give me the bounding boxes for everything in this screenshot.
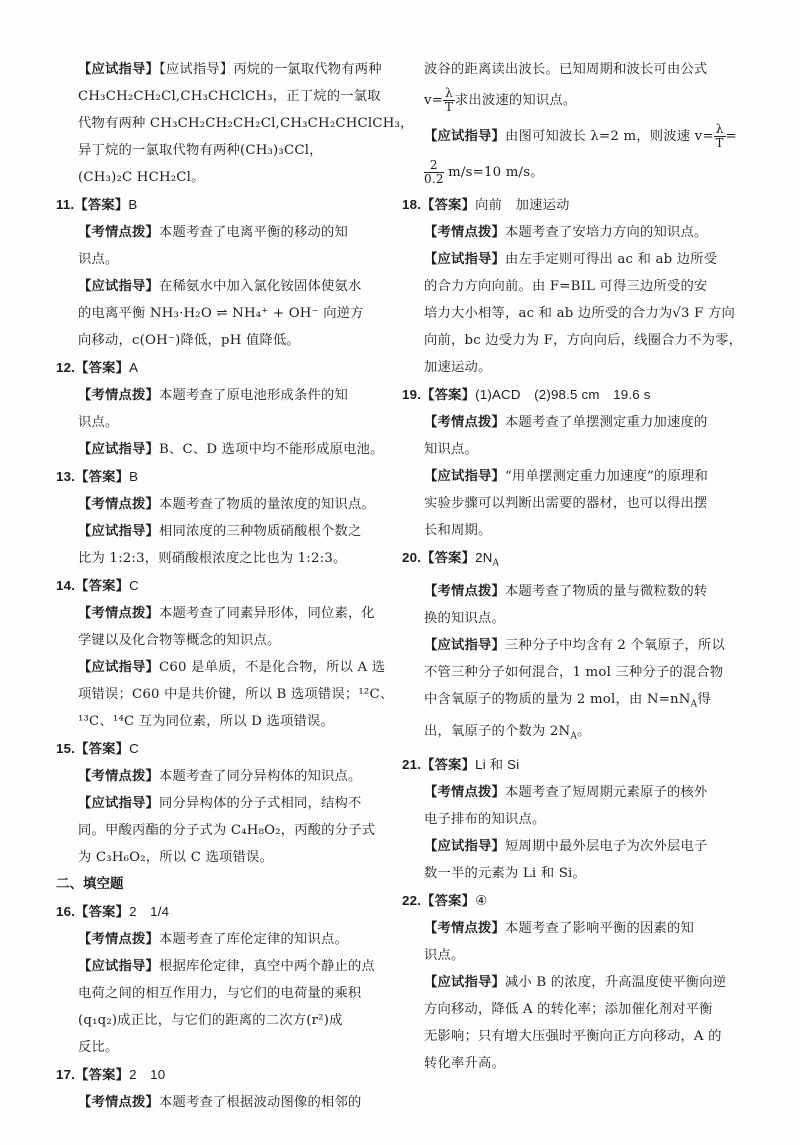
text: 得 — [697, 691, 711, 707]
question-11 — [56, 191, 396, 354]
answer-tag: 【答案】 — [75, 742, 130, 757]
text-line — [56, 926, 396, 953]
text-line: 实验步骤可以判断出需要的器材，也可以得出摆 — [424, 496, 708, 511]
answer-line — [402, 381, 746, 409]
answer-line — [56, 735, 396, 763]
guidance-tag: 【应试指导】 — [424, 252, 505, 267]
text-line: 识点。 — [78, 252, 119, 267]
answer-line — [56, 191, 396, 219]
text: v= — [424, 93, 444, 108]
text: 本题考查了物质的量浓度的知识点。 — [158, 497, 375, 512]
answer-tag: 【答案】 — [75, 361, 130, 376]
right-column — [402, 56, 746, 1077]
text-line: 电荷之间的相互作用力，与它们的电荷量的乘积 — [78, 986, 362, 1001]
question-18 — [402, 191, 746, 381]
q10-guidance — [56, 56, 414, 191]
question-number: 14. — [56, 578, 76, 593]
guidance-tag: 【应试指导】 — [424, 469, 505, 484]
answer-tag: 【答案】 — [421, 551, 476, 566]
text: 本题考查了原电池形成条件的知 — [158, 388, 348, 403]
text-line: 比为 1:2:3，则硝酸根浓度之比也为 1:2:3。 — [78, 551, 347, 566]
answer-value: B — [128, 197, 138, 212]
question-20 — [402, 544, 746, 751]
text: 本题考查了安培力方向的知识点。 — [504, 225, 708, 240]
guidance-tag: 【应试指导】 — [78, 524, 159, 539]
guidance-tag: 【应试指导】 — [78, 959, 159, 974]
denominator: T — [444, 100, 454, 114]
answer-value: A — [129, 360, 139, 375]
question-17-continued — [424, 56, 746, 191]
text-line — [424, 718, 746, 751]
text-line: 知识点。 — [424, 442, 478, 457]
text: 同分异构体的分子式相同，结构不 — [158, 796, 362, 811]
analysis-tag: 【考情点拨】 — [78, 225, 159, 240]
text-line — [424, 578, 746, 605]
text-line: 识点。 — [424, 947, 465, 963]
text-line: 无影响；只有增大压强时平衡向正方向移动，A 的 — [424, 1028, 722, 1044]
text-line — [56, 953, 396, 980]
analysis-tag: 【考情点拨】 — [78, 388, 159, 403]
answer-tag: 【答案】 — [75, 470, 130, 485]
question-15 — [56, 735, 396, 871]
formula-line — [424, 83, 746, 119]
text-line: 不管三种分子如何混合，1 mol 三种分子的混合物 — [424, 664, 724, 680]
answer-line — [402, 887, 746, 915]
text-line — [56, 56, 396, 83]
text: 本题考查了影响平衡的因素的知 — [504, 920, 694, 936]
numerator: 2 — [424, 159, 444, 173]
text-line: 电子排布的知识点。 — [424, 811, 546, 827]
text-line — [424, 969, 746, 996]
text-line: 代物有两种 CH₃CH₂CH₂CH₂Cl,CH₃CH₂CHClCH₃， — [78, 116, 414, 131]
text: C60 是单质，不是化合物，所以 A 选 — [158, 660, 386, 675]
answer-tag: 【答案】 — [421, 198, 476, 213]
question-number: 20. — [402, 550, 422, 565]
text: 本题考查了根据波动图像的相邻的 — [158, 1095, 362, 1110]
analysis-tag: 【考情点拨】 — [424, 920, 505, 936]
question-number: 22. — [402, 892, 422, 908]
answer-value: 2 10 — [129, 1067, 166, 1082]
question-12 — [56, 354, 396, 463]
text-line: 培力大小相等，ac 和 ab 边所受的合力为√3 F 方向 — [424, 306, 735, 321]
analysis-tag: 【考情点拨】 — [78, 1095, 159, 1110]
text-line — [56, 763, 396, 790]
text: 。 — [577, 724, 591, 740]
text: 出，氧原子的个数为 2N — [424, 724, 571, 740]
answer-line — [402, 544, 746, 578]
text: 减小 B 的浓度，升高温度使平衡向逆 — [504, 974, 727, 990]
answer-line — [56, 354, 396, 382]
text: 本题考查了单摆测定重力加速度的 — [504, 415, 708, 430]
question-number: 18. — [402, 197, 422, 212]
text-line — [424, 632, 746, 659]
text: m/s=10 m/s。 — [448, 165, 544, 180]
guidance-tag: 【应试指导】 — [78, 279, 159, 294]
answer-value: (1)ACD (2)98.5 cm 19.6 s — [475, 387, 651, 402]
analysis-tag: 【考情点拨】 — [78, 769, 159, 784]
text: 本题考查了电离平衡的移动的知 — [158, 225, 348, 240]
text: 在稀氨水中加入氯化铵固体使氨水 — [158, 279, 362, 294]
text: 本题考查了同分异构体的知识点。 — [158, 769, 362, 784]
analysis-tag: 【考情点拨】 — [424, 225, 505, 240]
answer-tag: 【答案】 — [421, 388, 476, 403]
answer-value: 2 1/4 — [129, 904, 170, 919]
text: 相同浓度的三种物质硝酸根个数之 — [158, 524, 362, 539]
text-line — [424, 219, 746, 246]
text-line — [424, 779, 746, 806]
answer-line — [402, 191, 746, 219]
text: 本题考查了短周期元素原子的核外 — [504, 784, 708, 800]
text-line — [56, 273, 396, 300]
answer-line — [402, 751, 746, 779]
text-line: 同。甲酸丙酯的分子式为 C₄H₈O₂，丙酸的分子式 — [78, 823, 376, 838]
text-line: 项错误；C60 中是共价键，所以 B 选项错误；¹²C、 — [78, 687, 394, 702]
text-line — [424, 915, 746, 942]
text: 中含氧原子的物质的量为 2 mol，由 N=nN — [424, 691, 691, 707]
question-14 — [56, 572, 396, 735]
answer-value: 2N — [475, 550, 493, 565]
text-line: 异丁烷的一氯取代物有两种(CH₃)₃CCl， — [78, 143, 323, 158]
text: 三种分子中均含有 2 个氧原子，所以 — [504, 637, 725, 653]
answer-value: C — [129, 741, 139, 756]
text-line: 长和周期。 — [424, 523, 492, 538]
answer-line — [56, 1061, 396, 1089]
text-line — [56, 491, 396, 518]
text: 【应试指导】丙烷的一氯取代物有两种 — [158, 62, 382, 77]
question-number: 17. — [56, 1067, 76, 1082]
text-line — [56, 790, 396, 817]
question-19 — [402, 381, 746, 544]
answer-line — [56, 898, 396, 926]
text-line: 向前，bc 边受力为 F，方向向后，线圈合力不为零， — [424, 333, 743, 348]
answer-line — [56, 572, 396, 600]
question-number: 21. — [402, 756, 422, 772]
text-line — [424, 463, 746, 490]
text-line: 换的知识点。 — [424, 610, 505, 626]
text-line: 波谷的距离读出波长。已知周期和波长可由公式 — [424, 62, 708, 77]
text: “用单摆测定重力加速度”的原理和 — [504, 469, 708, 484]
answer-tag: 【答案】 — [421, 757, 476, 773]
answer-line — [56, 463, 396, 491]
text-line: 向移动，c(OH⁻)降低，pH 值降低。 — [78, 333, 300, 348]
guidance-tag: 【应试指导】 — [78, 660, 159, 675]
question-number: 16. — [56, 904, 76, 919]
question-21 — [402, 751, 746, 887]
text-line — [424, 686, 746, 719]
text-line: (CH₃)₂C HCH₂Cl。 — [78, 170, 205, 185]
question-number: 11. — [56, 197, 75, 212]
text: 由左手定则可得出 ac 和 ab 边所受 — [504, 252, 718, 267]
text-line — [424, 409, 746, 436]
text: 求出波速的知识点。 — [454, 93, 577, 108]
answer-tag: 【答案】 — [74, 198, 129, 213]
subscript: A — [570, 731, 578, 742]
numerator: λ — [715, 122, 724, 136]
text: = — [725, 129, 737, 144]
text-line: 学键以及化合物等概念的知识点。 — [78, 633, 281, 648]
text-line: 的电离平衡 NH₃·H₂O ⇌ NH₄⁺ + OH⁻ 向逆方 — [78, 306, 364, 321]
answer-tag: 【答案】 — [75, 579, 130, 594]
answer-tag: 【答案】 — [75, 905, 130, 920]
denominator: 0.2 — [424, 172, 444, 186]
text-line — [56, 518, 396, 545]
analysis-tag: 【考情点拨】 — [78, 606, 159, 621]
section-heading: 二、填空题 — [56, 876, 124, 892]
question-22 — [402, 887, 746, 1077]
denominator: T — [715, 136, 724, 150]
subscript: A — [690, 699, 698, 710]
answer-tag: 【答案】 — [421, 893, 476, 909]
formula-line — [424, 155, 746, 191]
answer-value: B — [129, 469, 139, 484]
answer-value: 向前 加速运动 — [475, 197, 570, 212]
answer-value: Li 和 Si — [475, 756, 520, 772]
text-line: (q₁q₂)成正比，与它们的距离的二次方(r²)成 — [78, 1013, 343, 1028]
text-line — [56, 1089, 396, 1116]
question-number: 19. — [402, 387, 422, 402]
text-line: 识点。 — [78, 415, 119, 430]
answer-tag: 【答案】 — [75, 1068, 130, 1083]
text-line — [56, 600, 396, 627]
text-line: 转化率升高。 — [424, 1055, 505, 1071]
analysis-tag: 【考情点拨】 — [78, 497, 159, 512]
text-line — [56, 654, 396, 681]
text-line — [56, 436, 396, 463]
text-line: ¹³C、¹⁴C 互为同位素，所以 D 选项错误。 — [78, 714, 334, 729]
text-line: 的合力方向向前。由 F=BIL 可得三边所受的安 — [424, 279, 708, 294]
text-line: 反比。 — [78, 1040, 119, 1055]
numerator: λ — [445, 86, 453, 100]
guidance-tag: 【应试指导】 — [78, 442, 159, 457]
question-number: 13. — [56, 469, 76, 484]
question-13 — [56, 463, 396, 572]
text: 根据库伦定律，真空中两个静止的点 — [158, 959, 375, 974]
analysis-tag: 【考情点拨】 — [78, 932, 159, 947]
guidance-tag: 【应试指导】 — [424, 974, 505, 990]
fraction — [443, 87, 455, 114]
guidance-tag: 【应试指导】 — [424, 637, 505, 653]
question-number: 12. — [56, 360, 76, 375]
question-16 — [56, 898, 396, 1061]
text-line: 方向移动，降低 A 的转化率；添加催化剂对平衡 — [424, 1001, 713, 1017]
text-line — [424, 833, 746, 860]
text: 由图可知波长 λ=2 m，则波速 v= — [504, 129, 714, 144]
text-line: 为 C₃H₆O₂，所以 C 选项错误。 — [78, 850, 273, 865]
text-line — [424, 246, 746, 273]
text-line — [56, 382, 396, 409]
analysis-tag: 【考情点拨】 — [424, 784, 505, 800]
guidance-tag: 【应试指导】 — [78, 62, 159, 77]
subscript: A — [492, 558, 500, 569]
question-number: 15. — [56, 741, 76, 756]
text: 本题考查了库伦定律的知识点。 — [158, 932, 348, 947]
guidance-tag: 【应试指导】 — [78, 796, 159, 811]
fraction — [714, 123, 726, 150]
text: B、C、D 选项中均不能形成原电池。 — [158, 442, 384, 457]
fraction — [424, 159, 444, 186]
text: 本题考查了同素异形体，同位素，化 — [158, 606, 375, 621]
text: 短周期中最外层电子为次外层电子 — [504, 838, 708, 854]
text: 本题考查了物质的量与微粒数的转 — [504, 583, 708, 599]
text-line — [56, 219, 396, 246]
text-line: CH₃CH₂CH₂Cl,CH₃CHClCH₃，正丁烷的一氯取 — [78, 89, 381, 104]
guidance-tag: 【应试指导】 — [424, 838, 505, 854]
answer-value: C — [129, 578, 139, 593]
guidance-tag: 【应试指导】 — [424, 129, 505, 144]
analysis-tag: 【考情点拨】 — [424, 415, 505, 430]
formula-line — [424, 119, 746, 155]
text-line: 加速运动。 — [424, 360, 492, 375]
analysis-tag: 【考情点拨】 — [424, 583, 505, 599]
answer-value: ④ — [475, 892, 488, 908]
question-17 — [56, 1061, 396, 1116]
text-line: 数一半的元素为 Li 和 Si。 — [424, 865, 586, 881]
